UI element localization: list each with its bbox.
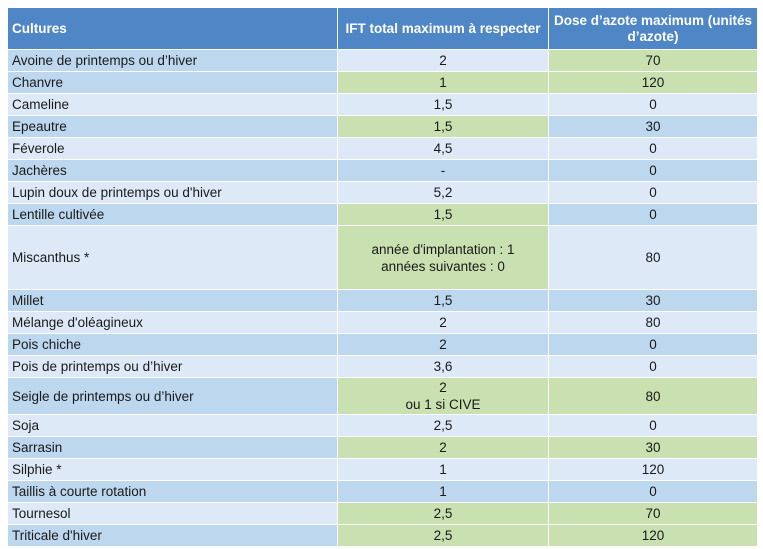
- ift-value: 4,5: [338, 138, 549, 160]
- ift-value: 1: [338, 459, 549, 481]
- table-row: [8, 226, 758, 290]
- azote-value: 70: [549, 503, 758, 525]
- ift-value: 2: [338, 312, 549, 334]
- azote-value: 80: [549, 312, 758, 334]
- ift-value: 2: [338, 334, 549, 356]
- crop-name: Sarrasin: [8, 437, 338, 459]
- header-azote: Dose d’azote maximum (unités d’azote): [549, 8, 758, 50]
- table-row: [8, 94, 758, 116]
- table-row: [8, 459, 758, 481]
- table-row: [8, 116, 758, 138]
- crop-name: Mélange d'oléagineux: [8, 312, 338, 334]
- azote-value: 70: [549, 50, 758, 72]
- header-ift: IFT total maximum à respecter: [338, 8, 549, 50]
- crop-name: Avoine de printemps ou d’hiver: [8, 50, 338, 72]
- table-row: [8, 50, 758, 72]
- table-row: [8, 204, 758, 226]
- crop-name: Lentille cultivée: [8, 204, 338, 226]
- crop-name: Cameline: [8, 94, 338, 116]
- table-row: [8, 437, 758, 459]
- crop-name: Taillis à courte rotation: [8, 481, 338, 503]
- header-cultures: Cultures: [8, 8, 338, 50]
- table-row: [8, 160, 758, 182]
- ift-value: 1,5: [338, 116, 549, 138]
- azote-value: 0: [549, 356, 758, 378]
- ift-value: 1,5: [338, 94, 549, 116]
- azote-value: 0: [549, 94, 758, 116]
- crop-name: Pois chiche: [8, 334, 338, 356]
- azote-value: 80: [549, 378, 758, 415]
- table-row: [8, 378, 758, 415]
- azote-value: 0: [549, 160, 758, 182]
- table-row: [8, 356, 758, 378]
- azote-value: 80: [549, 226, 758, 290]
- ift-value: 2,5: [338, 503, 549, 525]
- azote-value: 0: [549, 138, 758, 160]
- ift-value: 1: [338, 72, 549, 94]
- ift-value: année d'implantation : 1 années suivantes : 0: [338, 226, 549, 290]
- crop-name: Pois de printemps ou d’hiver: [8, 356, 338, 378]
- table-row: [8, 138, 758, 160]
- crop-name: Triticale d'hiver: [8, 525, 338, 547]
- table-row: [8, 481, 758, 503]
- table-row: [8, 415, 758, 437]
- ift-value: 5,2: [338, 182, 549, 204]
- ift-value: 2,5: [338, 525, 549, 547]
- crop-name: Seigle de printemps ou d’hiver: [8, 378, 338, 415]
- table-row: [8, 503, 758, 525]
- crop-name: Millet: [8, 290, 338, 312]
- crop-name: Lupin doux de printemps ou d'hiver: [8, 182, 338, 204]
- crops-table: [7, 7, 758, 547]
- crop-name: Tournesol: [8, 503, 338, 525]
- crop-name: Miscanthus *: [8, 226, 338, 290]
- ift-value: 2: [338, 50, 549, 72]
- ift-value: 1: [338, 481, 549, 503]
- ift-value: 1,5: [338, 204, 549, 226]
- header-row: [8, 8, 758, 50]
- ift-value: 2 ou 1 si CIVE: [338, 378, 549, 415]
- azote-value: 0: [549, 334, 758, 356]
- ift-value: 1,5: [338, 290, 549, 312]
- crop-name: Silphie *: [8, 459, 338, 481]
- ift-value: 2: [338, 437, 549, 459]
- table-row: [8, 182, 758, 204]
- ift-value: -: [338, 160, 549, 182]
- crop-name: Féverole: [8, 138, 338, 160]
- azote-value: 30: [549, 290, 758, 312]
- azote-value: 30: [549, 116, 758, 138]
- azote-value: 120: [549, 459, 758, 481]
- ift-value: 3,6: [338, 356, 549, 378]
- crop-name: Epeautre: [8, 116, 338, 138]
- table-row: [8, 72, 758, 94]
- azote-value: 0: [549, 481, 758, 503]
- table-row: [8, 525, 758, 547]
- crop-name: Chanvre: [8, 72, 338, 94]
- table-row: [8, 334, 758, 356]
- azote-value: 0: [549, 182, 758, 204]
- azote-value: 0: [549, 415, 758, 437]
- ift-value: 2,5: [338, 415, 549, 437]
- azote-value: 120: [549, 525, 758, 547]
- crop-name: Soja: [8, 415, 338, 437]
- crop-name: Jachères: [8, 160, 338, 182]
- azote-value: 0: [549, 204, 758, 226]
- azote-value: 30: [549, 437, 758, 459]
- azote-value: 120: [549, 72, 758, 94]
- table-row: [8, 312, 758, 334]
- table-row: [8, 290, 758, 312]
